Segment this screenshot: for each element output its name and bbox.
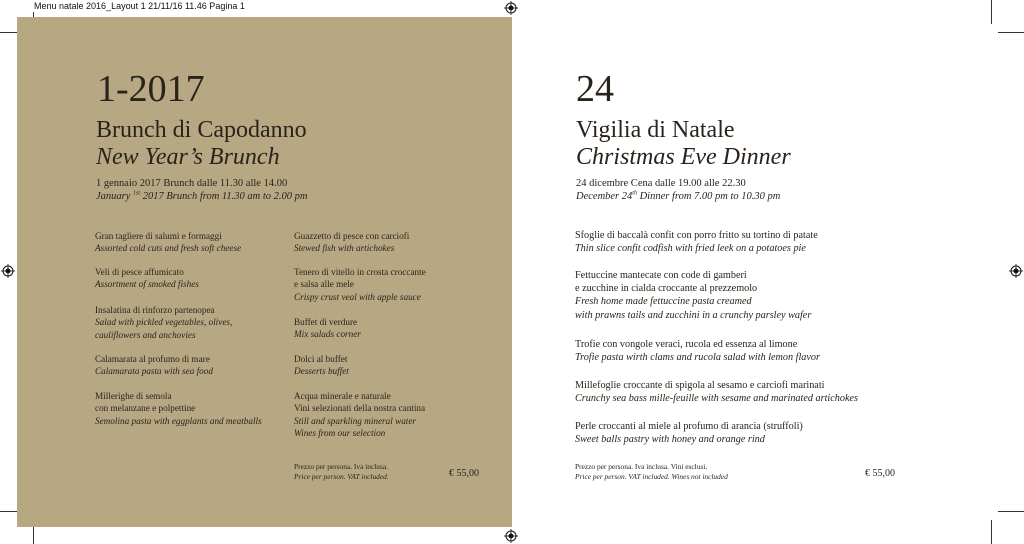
dish-name-en: Crunchy sea bass mille-feuille with sesame and marinated artichokes xyxy=(575,393,858,405)
new-year-price-note xyxy=(294,462,389,481)
schedule-en-sup: 1st xyxy=(133,190,141,197)
schedule-en-post: 2017 Brunch from 11.30 am to 2.00 pm xyxy=(140,191,308,202)
new-year-price: € 55,00 xyxy=(449,468,479,479)
dish-name-en: Desserts buffet xyxy=(294,366,349,377)
price-note-it: Prezzo per persona. Iva inclusa. xyxy=(294,462,388,471)
menu-dish xyxy=(95,304,232,341)
dish-name-it: Perle croccanti al miele al profumo di arancia (struffoli) xyxy=(575,421,803,432)
dish-name-en: cauliflowers and anchovies xyxy=(95,329,196,340)
dish-name-it: Trofie con vongole veraci, rucola ed essenza al limone xyxy=(575,339,798,350)
dish-name-it: e salsa alle mele xyxy=(294,279,354,290)
registration-mark-icon xyxy=(504,529,518,543)
new-year-schedule-en xyxy=(96,190,307,203)
dish-name-it: Buffet di verdure xyxy=(294,317,358,327)
schedule-en-pre: January xyxy=(96,191,134,202)
menu-dish xyxy=(95,230,241,255)
menu-dish xyxy=(575,229,818,255)
dish-name-en: Semolina pasta with eggplants and meatballs xyxy=(95,415,262,426)
dish-name-it: Veli di pesce affumicato xyxy=(95,267,184,277)
dish-name-en: Thin slice confit codfish with fried leek on a potatoes pie xyxy=(575,243,806,255)
dish-name-en: Calamarata pasta with sea food xyxy=(95,366,213,377)
dish-name-en: Assortment of smoked fishes xyxy=(95,279,199,290)
menu-dish xyxy=(294,353,349,378)
dish-name-it: Acqua minerale e naturale xyxy=(294,391,391,401)
menu-dish xyxy=(294,390,425,440)
dish-name-en: Mix salads corner xyxy=(294,329,361,340)
dish-name-it: e zucchine in cialda croccante al prezzemolo xyxy=(575,283,758,295)
christmas-eve-schedule-it: 24 dicembre Cena dalle 19.00 alle 22.30 xyxy=(576,178,746,189)
menu-dish xyxy=(294,266,426,303)
dish-name-en: Fresh home made fettuccine pasta creamed xyxy=(575,296,752,308)
crop-mark xyxy=(991,520,992,544)
dish-name-en: Trofie pasta wirth clams and rucola salad with lemon flavor xyxy=(575,352,820,364)
dish-name-it: Dolci al buffet xyxy=(294,354,348,364)
menu-dish xyxy=(575,269,811,322)
christmas-eve-schedule-en xyxy=(576,190,780,203)
menu-dish xyxy=(575,420,803,446)
registration-mark-icon xyxy=(504,1,518,15)
dish-name-en: Assorted cold cuts and fresh soft cheese xyxy=(95,243,242,254)
dish-name-it: Insalatina di rinforzo partenopea xyxy=(95,305,215,315)
dish-name-it: Guazzetto di pesce con carciofi xyxy=(294,231,410,241)
christmas-eve-price: € 55,00 xyxy=(865,468,895,479)
print-slug: Menu natale 2016_Layout 1 21/11/16 11.46 Pagina 1 xyxy=(34,1,245,11)
dish-name-it: Millerighe di semola xyxy=(95,391,172,401)
new-year-schedule-it: 1 gennaio 2017 Brunch dalle 11.30 alle 14.00 xyxy=(96,178,288,189)
dish-name-it: con melanzane e polpettine xyxy=(95,403,196,414)
dish-name-en: Still and sparkling mineral water xyxy=(294,415,416,426)
menu-dish xyxy=(294,230,409,255)
price-note-it: Prezzo per persona. Iva inclusa. Vini esclusi. xyxy=(575,462,708,471)
new-year-panel-background xyxy=(17,17,512,527)
price-note-en: Price per person. VAT included. xyxy=(294,471,389,481)
menu-dish xyxy=(575,379,858,405)
dish-name-it: Tenero di vitello in crosta croccante xyxy=(294,267,426,277)
dish-name-it: Calamarata al profumo di mare xyxy=(95,354,210,364)
dish-name-it: Vini selezionati della nostra cantina xyxy=(294,403,426,414)
menu-dish xyxy=(95,353,213,378)
new-year-title-it: Brunch di Capodanno xyxy=(96,117,307,143)
menu-dish xyxy=(575,338,820,364)
new-year-date: 1-2017 xyxy=(97,68,205,110)
dish-name-en: Sweet balls pastry with honey and orange rind xyxy=(575,434,765,446)
menu-dish xyxy=(95,266,199,291)
registration-mark-icon xyxy=(1,264,15,278)
dish-name-it: Sfoglie di baccalà confit con porro fritto su tortino di patate xyxy=(575,230,818,241)
schedule-en-sup: th xyxy=(632,190,637,197)
new-year-title-en: New Year’s Brunch xyxy=(96,144,280,170)
registration-mark-icon xyxy=(1009,264,1023,278)
dish-name-it: Gran tagliere di salumi e formaggi xyxy=(95,231,222,241)
menu-dish xyxy=(294,316,361,341)
dish-name-it: Millefoglie croccante di spigola al sesamo e carciofi marinati xyxy=(575,380,825,391)
crop-mark xyxy=(991,0,992,24)
schedule-en-pre: December 24 xyxy=(576,191,633,202)
crop-mark xyxy=(998,32,1024,33)
dish-name-en: Salad with pickled vegetables, olives, xyxy=(95,317,233,328)
menu-dish xyxy=(95,390,262,427)
christmas-eve-price-note xyxy=(575,462,728,481)
dish-name-en: Wines from our selection xyxy=(294,428,386,439)
dish-name-en: Stewed fish with artichokes xyxy=(294,243,395,254)
price-note-en: Price per person. VAT included. Wines not included xyxy=(575,471,728,481)
crop-mark xyxy=(998,511,1024,512)
christmas-eve-title-it: Vigilia di Natale xyxy=(576,117,735,143)
christmas-eve-date: 24 xyxy=(576,68,614,110)
dish-name-en: with prawns tails and zucchini in a crunchy parsley wafer xyxy=(575,309,812,321)
dish-name-en: Crispy crust veal with apple sauce xyxy=(294,291,421,302)
dish-name-it: Fettuccine mantecate con code di gamberi xyxy=(575,270,747,281)
schedule-en-post: Dinner from 7.00 pm to 10.30 pm xyxy=(636,191,781,202)
christmas-eve-title-en: Christmas Eve Dinner xyxy=(576,144,791,170)
